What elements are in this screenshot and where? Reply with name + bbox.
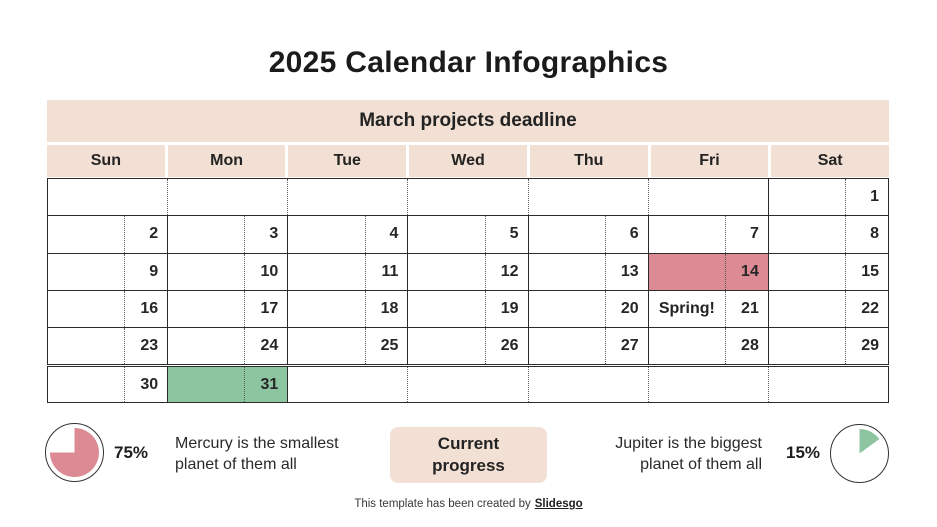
calendar-day: 31 xyxy=(244,367,287,402)
calendar-day: 19 xyxy=(485,291,528,327)
calendar-note-spacer xyxy=(769,254,845,290)
calendar-cell xyxy=(48,254,167,290)
calendar-cell xyxy=(768,216,888,252)
weekday-label-fri: Fri xyxy=(651,145,769,177)
calendar-cell xyxy=(768,291,888,327)
calendar-cell xyxy=(48,216,167,252)
calendar-day: 26 xyxy=(485,328,528,364)
calendar-cell xyxy=(287,367,407,402)
jupiter-fact-text xyxy=(615,433,762,475)
calendar-day xyxy=(124,179,167,215)
weekday-label-mon: Mon xyxy=(168,145,286,177)
jupiter-fact-line2: planet of them all xyxy=(640,456,762,473)
calendar-cell xyxy=(648,367,768,402)
calendar-day: 8 xyxy=(845,216,888,252)
footer-text: This template has been created by xyxy=(354,498,531,510)
calendar-cell xyxy=(407,216,527,252)
page-title: 2025 Calendar Infographics xyxy=(268,46,669,79)
calendar-note-spacer xyxy=(769,328,845,364)
calendar-day: 3 xyxy=(244,216,287,252)
calendar-day xyxy=(365,367,408,402)
calendar-day xyxy=(244,179,287,215)
calendar-cell xyxy=(48,179,167,215)
calendar-cell xyxy=(648,291,768,327)
calendar-day: 29 xyxy=(845,328,888,364)
calendar-cell xyxy=(407,254,527,290)
mercury-fact-line1: Mercury is the smallest xyxy=(175,435,339,452)
calendar-cell xyxy=(648,179,768,215)
mercury-fact-text xyxy=(175,433,339,475)
calendar-note-spacer xyxy=(769,179,845,215)
calendar-cell xyxy=(528,367,648,402)
calendar-day xyxy=(485,367,528,402)
calendar-note-spacer xyxy=(529,328,605,364)
calendar-note-spacer xyxy=(288,328,364,364)
calendar-note-spacer xyxy=(408,179,484,215)
calendar-day: 27 xyxy=(605,328,648,364)
calendar-day: 1 xyxy=(845,179,888,215)
calendar-note-spacer xyxy=(769,291,845,327)
calendar-week-row xyxy=(48,215,888,252)
calendar-note-spacer xyxy=(48,291,124,327)
calendar-day: 30 xyxy=(124,367,167,402)
calendar-cell xyxy=(167,254,287,290)
calendar-day: 21 xyxy=(725,291,768,327)
percent-label-right: 15% xyxy=(786,443,821,462)
calendar-cell xyxy=(528,328,648,364)
slidesgo-link[interactable]: Slidesgo xyxy=(534,498,583,510)
calendar-note-spacer xyxy=(288,179,364,215)
calendar-week-row xyxy=(48,179,888,215)
calendar-day: 24 xyxy=(244,328,287,364)
calendar-day: 14 xyxy=(725,254,768,290)
calendar-note-spacer xyxy=(769,216,845,252)
calendar-note-spacer xyxy=(649,179,725,215)
calendar-note-spacer xyxy=(48,254,124,290)
calendar-note-spacer xyxy=(168,367,244,402)
calendar-day xyxy=(605,179,648,215)
calendar-day: 28 xyxy=(725,328,768,364)
calendar-day: 15 xyxy=(845,254,888,290)
progress-pie-right xyxy=(830,424,889,483)
calendar-cell xyxy=(167,291,287,327)
calendar-cell xyxy=(528,216,648,252)
calendar-cell xyxy=(48,328,167,364)
calendar-cell xyxy=(648,216,768,252)
calendar-day: 20 xyxy=(605,291,648,327)
calendar-note-spacer xyxy=(168,216,244,252)
calendar-day: 22 xyxy=(845,291,888,327)
calendar-cell xyxy=(768,179,888,215)
jupiter-fact-line1: Jupiter is the biggest xyxy=(615,435,762,452)
calendar-day: 10 xyxy=(244,254,287,290)
calendar-cell xyxy=(768,254,888,290)
calendar-note-spacer xyxy=(408,216,484,252)
pie-15-fill-icon xyxy=(835,429,884,478)
calendar-day: 13 xyxy=(605,254,648,290)
calendar-day xyxy=(605,367,648,402)
weekday-label-wed: Wed xyxy=(409,145,527,177)
weekday-label-tue: Tue xyxy=(288,145,406,177)
calendar-cell xyxy=(287,328,407,364)
weekday-label-sun: Sun xyxy=(47,145,165,177)
weekday-label-sat: Sat xyxy=(771,145,889,177)
calendar-day: 16 xyxy=(124,291,167,327)
calendar-day: 7 xyxy=(725,216,768,252)
calendar-grid xyxy=(47,178,889,365)
mercury-fact-line2: planet of them all xyxy=(175,456,297,473)
calendar-note-spacer xyxy=(48,367,124,402)
calendar-day xyxy=(485,179,528,215)
calendar-week-row xyxy=(48,327,888,364)
calendar-banner xyxy=(47,100,889,142)
calendar-cell xyxy=(407,328,527,364)
calendar-day: 25 xyxy=(365,328,408,364)
calendar-note-spacer xyxy=(168,254,244,290)
calendar-day xyxy=(725,367,768,402)
calendar-cell xyxy=(407,367,527,402)
calendar-note-spacer xyxy=(168,291,244,327)
calendar-cell xyxy=(167,179,287,215)
calendar-cell-highlight-green xyxy=(167,367,287,402)
calendar-cell xyxy=(528,179,648,215)
calendar-day: 23 xyxy=(124,328,167,364)
calendar-week-row xyxy=(48,367,888,402)
pie-75-fill-icon xyxy=(50,428,99,477)
calendar-cell xyxy=(48,291,167,327)
weekday-header-row xyxy=(47,145,889,177)
calendar-note-spacer xyxy=(529,367,605,402)
calendar-note-spacer xyxy=(408,254,484,290)
calendar-note-spacer xyxy=(649,216,725,252)
calendar-cell xyxy=(287,216,407,252)
calendar-day xyxy=(845,367,888,402)
calendar-note-spacer xyxy=(529,179,605,215)
calendar-note: Spring! xyxy=(658,300,715,318)
calendar-note-spacer xyxy=(408,291,484,327)
calendar-day: 18 xyxy=(365,291,408,327)
footer-credit xyxy=(0,498,937,510)
calendar-note-spacer xyxy=(408,367,484,402)
calendar-cell xyxy=(48,367,167,402)
weekday-label-thu: Thu xyxy=(530,145,648,177)
calendar-day: 9 xyxy=(124,254,167,290)
calendar-day: 11 xyxy=(365,254,408,290)
calendar-note-spacer xyxy=(649,367,725,402)
percent-label-left: 75% xyxy=(114,443,149,462)
calendar-note-spacer xyxy=(288,254,364,290)
calendar-day: 2 xyxy=(124,216,167,252)
calendar-cell xyxy=(287,179,407,215)
calendar-day: 6 xyxy=(605,216,648,252)
calendar-cell xyxy=(167,328,287,364)
calendar-note-spacer xyxy=(408,328,484,364)
calendar-cell xyxy=(648,328,768,364)
calendar-cell-highlight-pink xyxy=(648,254,768,290)
calendar-note-spacer xyxy=(529,254,605,290)
calendar-note-spacer xyxy=(48,216,124,252)
banner-label: March projects deadline xyxy=(359,110,577,131)
calendar-note-spacer xyxy=(769,367,845,402)
calendar-note-spacer xyxy=(168,328,244,364)
calendar-day: 17 xyxy=(244,291,287,327)
calendar-cell xyxy=(528,254,648,290)
calendar-week-row xyxy=(48,253,888,290)
calendar-day: 5 xyxy=(485,216,528,252)
calendar-cell xyxy=(407,179,527,215)
calendar-day: 4 xyxy=(365,216,408,252)
calendar-cell xyxy=(287,291,407,327)
calendar-week-row xyxy=(48,290,888,327)
calendar-note-spacer xyxy=(48,328,124,364)
calendar-cell xyxy=(167,216,287,252)
progress-pie-left xyxy=(45,423,104,482)
calendar-note-spacer xyxy=(649,254,725,290)
calendar-cell xyxy=(768,328,888,364)
calendar-cell xyxy=(768,367,888,402)
calendar-note-spacer xyxy=(529,216,605,252)
calendar-cell xyxy=(287,254,407,290)
calendar-cell xyxy=(528,291,648,327)
calendar-cell xyxy=(407,291,527,327)
calendar-note-spacer xyxy=(48,179,124,215)
calendar-note-spacer xyxy=(288,291,364,327)
current-progress-button[interactable]: Current progress xyxy=(390,427,547,483)
calendar-note-spacer xyxy=(529,291,605,327)
calendar-note-spacer xyxy=(168,179,244,215)
calendar-day xyxy=(365,179,408,215)
calendar-note-spacer xyxy=(288,367,364,402)
calendar-last-row xyxy=(47,366,889,403)
calendar-day: 12 xyxy=(485,254,528,290)
calendar-note-spacer xyxy=(288,216,364,252)
calendar-note-spacer xyxy=(649,328,725,364)
calendar-day xyxy=(725,179,768,215)
